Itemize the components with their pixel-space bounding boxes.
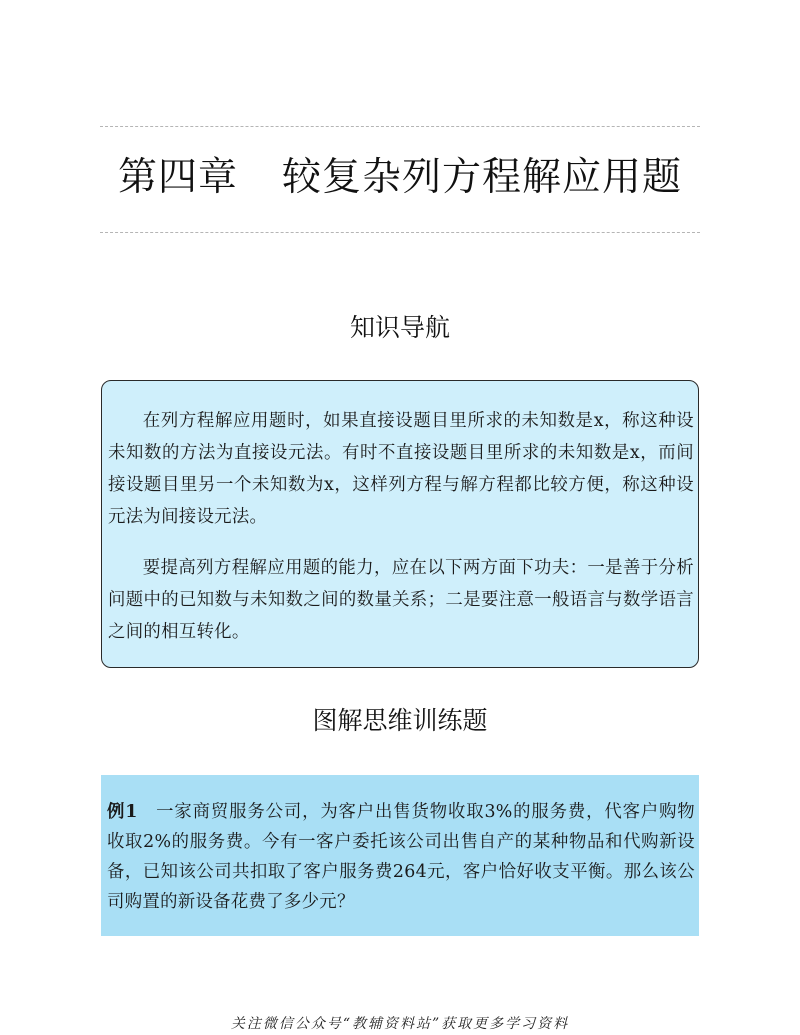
footer-note: 关注微信公众号“教辅资料站”获取更多学习资料 [230, 1016, 570, 1032]
example-text: 一家商贸服务公司，为客户出售货物收取3%的服务费，代客户购物收取2%的服务费。今有一客户委托该公司出售自产的某种物品和代购新设备，已知该公司共扣取了客户服务费264元，客户恰好收支平衡。那么该公司购置的新设备花费了多少元？ [107, 802, 695, 912]
knowledge-heading: 知识导航 [349, 313, 450, 342]
example-paragraph [107, 797, 695, 917]
bottom-dashed-divider [100, 232, 700, 233]
training-heading: 图解思维训练题 [312, 706, 488, 735]
example-box [101, 775, 699, 936]
knowledge-box [101, 380, 699, 668]
chapter-title [100, 150, 700, 206]
example-label: 例1 [107, 802, 138, 822]
chapter-number: 第四章 [117, 155, 238, 200]
knowledge-paragraph-2: 要提高列方程解应用题的能力，应在以下两方面下功夫：一是善于分析问题中的已知数与未知数之间的数量关系；二是要注意一般语言与数学语言之间的相互转化。 [108, 558, 694, 642]
chapter-name: 较复杂列方程解应用题 [282, 155, 683, 200]
top-dashed-divider [100, 126, 700, 127]
knowledge-paragraph-1: 在列方程解应用题时，如果直接设题目里所求的未知数是x，称这种设未知数的方法为直接设元法。有时不直接设题目里所求的未知数是x，而间接设题目里另一个未知数为x，这样列方程与解方程都比较方便，称这种设元法为间接设元法。 [108, 411, 694, 527]
